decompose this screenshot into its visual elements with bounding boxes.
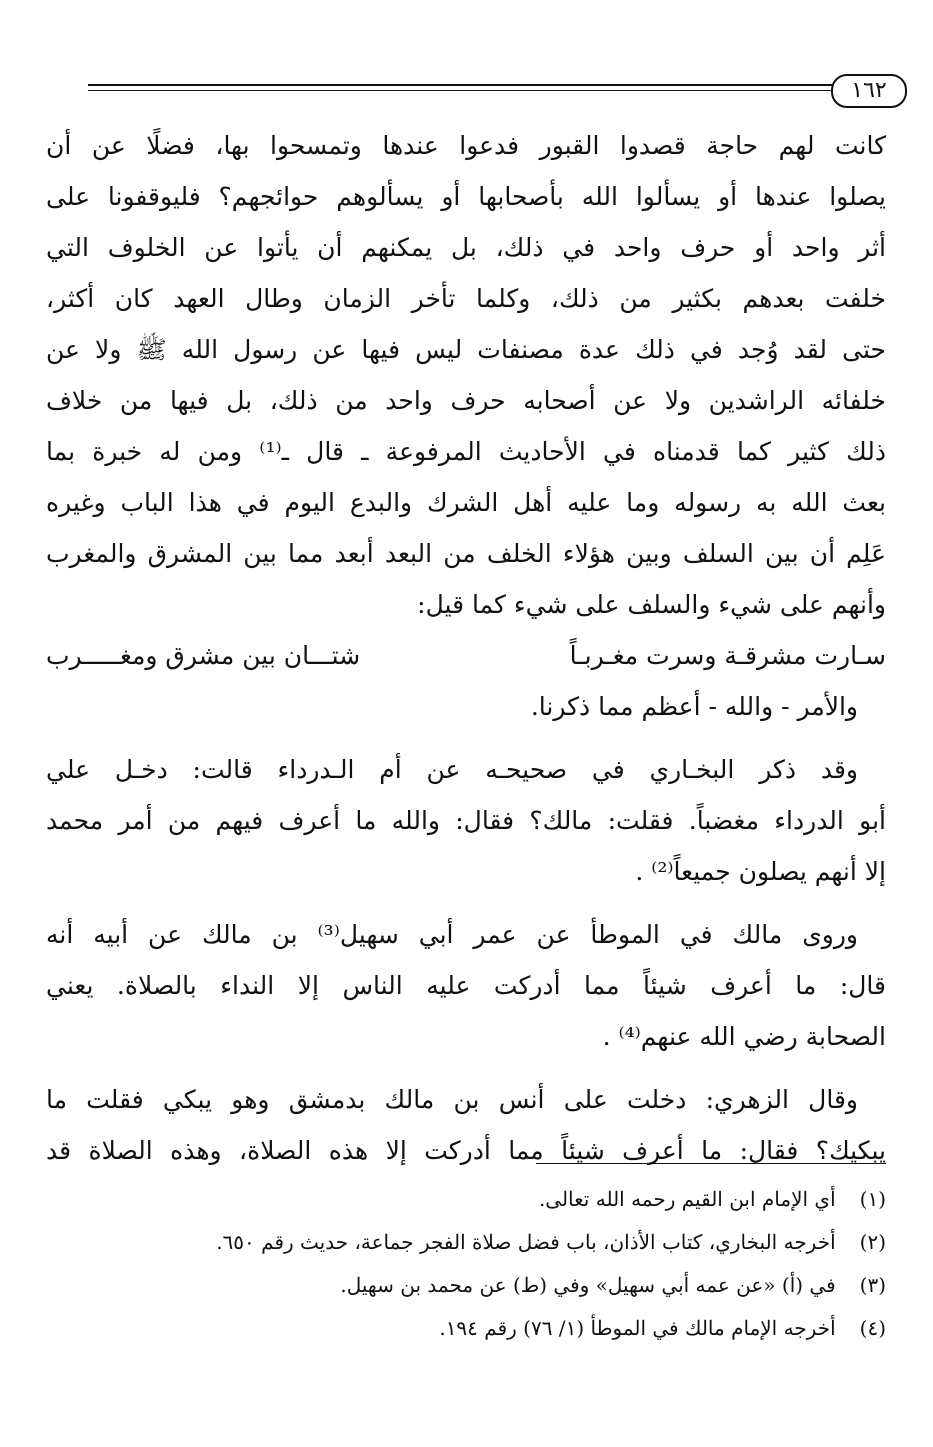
text-line: عَلِم أن بين السلف وبين هؤلاء الخلف من البعد أبعد مما بين المشرق والمغرب xyxy=(46,539,886,568)
footnote-text: في (أ) «عن عمه أبي سهيل» وفي (ط) عن محمد بن سهيل. xyxy=(340,1273,836,1297)
text-line: خلفت بعدهم بكثير من ذلك، وكلما تأخر الزمان وطال العهد كان أكثر، xyxy=(46,284,886,313)
paragraph-line: الصحابة رضي الله عنهم⁽⁴⁾ . xyxy=(602,1022,886,1051)
paragraph-line: وقال الزهري: دخلت على أنس بن مالك بدمشق وهو يبكي فقلت ما xyxy=(46,1085,858,1114)
text-line: خلفائه الراشدين ولا عن أصحابه حرف واحد من ذلك، بل فيها من خلاف xyxy=(46,386,886,415)
paragraph-line: وروى مالك في الموطأ عن عمر أبي سهيل⁽³⁾ بن مالك عن أبيه أنه xyxy=(46,920,858,949)
paragraph-line: وقد ذكر البخـاري في صحيحـه عن أم الـدرداء قالت: دخـل علي xyxy=(46,755,858,784)
text-line: ذلك كثير كما قدمناه في الأحاديث المرفوعة ـ قال ـ⁽¹⁾ ومن له خبرة بما xyxy=(46,437,886,466)
page-number: ١٦٢ xyxy=(831,74,907,108)
text-line: بعث الله به رسوله وما عليه أهل الشرك والبدع اليوم في هذا الباب وغيره xyxy=(46,488,886,517)
footnote-text: أخرجه الإمام مالك في الموطأ (١/ ٧٦) رقم ١٩٤. xyxy=(439,1316,836,1340)
footnote-number: (١) xyxy=(859,1187,886,1211)
verse-first-hemistich: سـارت مشرقـة وسرت مغـربـاً xyxy=(569,641,886,670)
footnote-number: (٣) xyxy=(859,1273,886,1297)
verse-second-hemistich: شتـــان بين مشرق ومغـــــرب xyxy=(46,641,361,670)
poetry-verse xyxy=(46,630,886,681)
text-line: كانت لهم حاجة قصدوا القبور فدعوا عندها وتمسحوا بها، فضلًا عن أن xyxy=(46,131,886,160)
footnote xyxy=(46,1221,886,1264)
footnote xyxy=(46,1264,886,1307)
text-line: أثر واحد أو حرف واحد في ذلك، بل يمكنهم أن يأتوا عن الخلوف التي xyxy=(46,233,886,262)
paragraph-line: يبكيك؟ فقال: ما أعرف شيئاً مما أدركت إلا هذه الصلاة، وهذه الصلاة قد xyxy=(46,1136,886,1165)
footnotes xyxy=(46,1178,886,1350)
text-line: حتى لقد وُجد في ذلك عدة مصنفات ليس فيها عن رسول الله ﷺ ولا عن xyxy=(46,335,886,364)
paragraph-line: قال: ما أعرف شيئاً مما أدركت عليه الناس إلا النداء بالصلاة. يعني xyxy=(46,971,886,1000)
text-line: وأنهم على شيء والسلف على شيء كما قيل: xyxy=(417,590,886,619)
footnote-text: أي الإمام ابن القيم رحمه الله تعالى. xyxy=(538,1187,836,1211)
header-rule xyxy=(88,84,843,86)
paragraph-line: إلا أنهم يصلون جميعاً⁽²⁾ . xyxy=(635,857,886,886)
header-rule-thin xyxy=(88,90,843,91)
text-line: يصلوا عندها أو يسألوا الله بأصحابها أو يسألوهم حوائجهم؟ فليوقفونا على xyxy=(46,182,886,211)
footnote-number: (٢) xyxy=(859,1230,886,1254)
paragraph-line: أبو الدرداء مغضباً. فقلت: مالك؟ فقال: والله ما أعرف فيهم من أمر محمد xyxy=(46,806,886,835)
footnote xyxy=(46,1307,886,1350)
footnote-number: (٤) xyxy=(859,1316,886,1340)
footnote-text: أخرجه البخاري، كتاب الأذان، باب فضل صلاة الفجر جماعة، حديث رقم ٦٥٠. xyxy=(216,1230,836,1254)
text-line: والأمر - والله - أعظم مما ذكرنا. xyxy=(530,692,858,721)
page-header xyxy=(88,72,913,110)
footnote-separator xyxy=(536,1163,886,1164)
footnote xyxy=(46,1178,886,1221)
body-text xyxy=(46,120,886,1176)
